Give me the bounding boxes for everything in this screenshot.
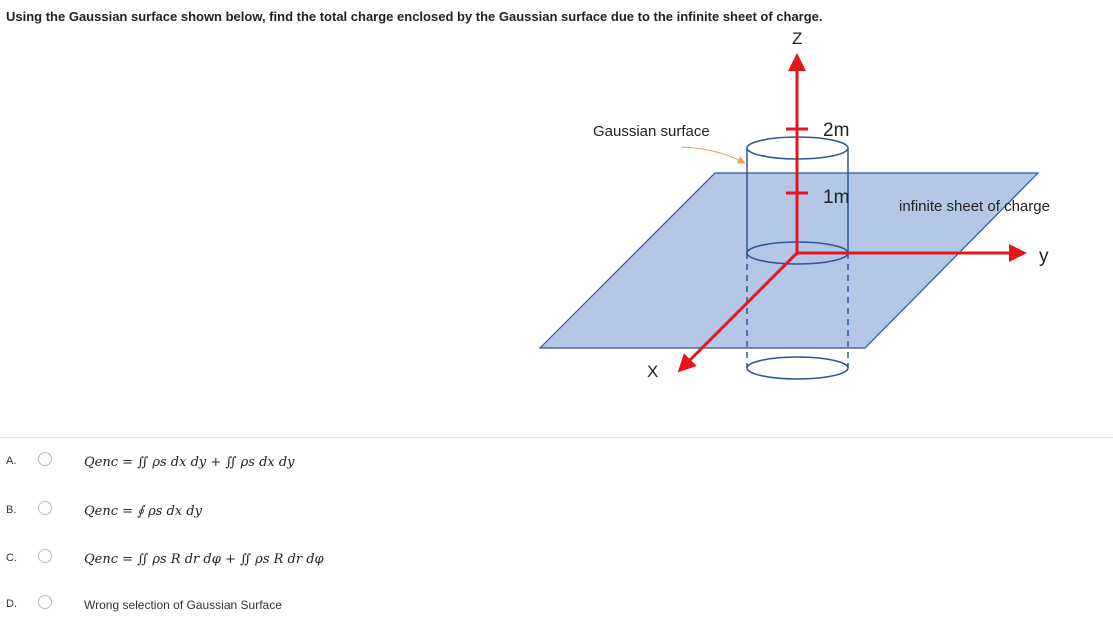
gaussian-pointer-arrow: [681, 147, 743, 162]
option-a-text: Qenc = ∬ ρs dx dy + ∬ ρs dx dy: [84, 455, 295, 470]
option-letter: A.: [6, 455, 17, 467]
option-c[interactable]: [0, 552, 600, 574]
option-letter: C.: [6, 552, 17, 564]
label-1m: 1m: [823, 187, 850, 208]
axis-y-label: y: [1039, 246, 1049, 267]
option-b-radio[interactable]: [38, 501, 52, 515]
option-letter: D.: [6, 598, 17, 610]
option-b-text: Qenc = ∮ ρs dx dy: [84, 504, 202, 519]
option-a[interactable]: [0, 455, 600, 477]
axis-x-label: X: [647, 362, 659, 381]
option-d-radio[interactable]: [38, 595, 52, 609]
label-2m: 2m: [823, 120, 850, 141]
option-d-text: Wrong selection of Gaussian Surface: [84, 598, 282, 612]
gaussian-surface-label: Gaussian surface: [593, 123, 710, 140]
sheet-label: infinite sheet of charge: [899, 198, 1050, 215]
axis-z-label: Z: [792, 29, 803, 48]
cylinder-bottom: [747, 357, 848, 379]
option-letter: B.: [6, 504, 17, 516]
option-a-radio[interactable]: [38, 452, 52, 466]
option-b[interactable]: [0, 504, 600, 526]
option-d[interactable]: [0, 598, 600, 620]
option-c-radio[interactable]: [38, 549, 52, 563]
question-text: Using the Gaussian surface shown below, find the total charge enclosed by the Gaussian surface due to the infinite sheet of charge.: [6, 9, 823, 24]
divider: [0, 437, 1113, 438]
option-c-text: Qenc = ∬ ρs R dr dφ + ∬ ρs R dr dφ: [84, 552, 324, 567]
